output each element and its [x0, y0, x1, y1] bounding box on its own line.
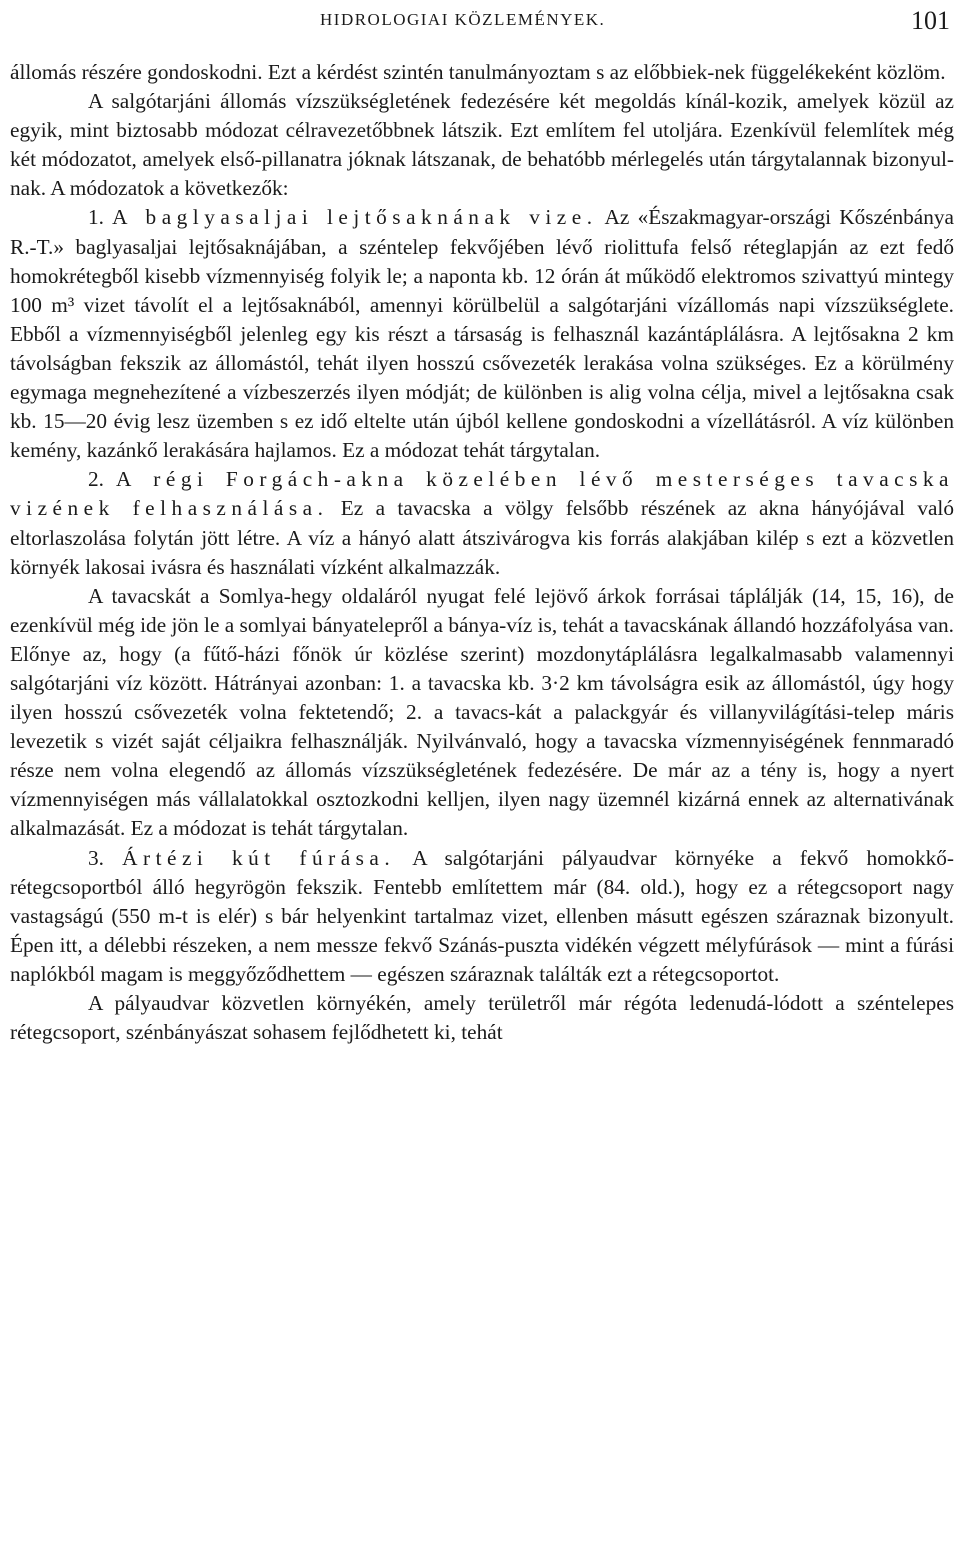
paragraph: A salgótarjáni állomás vízszükségletének fedezésére két megoldás kínál-kozik, amelyek közül az egyik, mint biztosabb módozat célravezetőbbnek látszik. Ezt említem fel utoljára. Ezenkívül felemlítek még két módozatot, amelyek első-pillanatra jóknak látszanak, de behatóbb mérlegelés után tárgytalannak bizonyul-nak. A módozatok a következők: — [10, 89, 954, 201]
item-text: A salgótarjáni pályaudvar környéke a fekvő homokkő-rétegcsoportból álló hegyrögön fekszik. Fentebb említettem már (84. old.), hogy ez a rétegcsoport nagy vastagságú (550 m-t is elér) s bár helyenkint tartalmaz vizet, ellenben másutt egészen száraznak bizonyult. Épen itt, a délebbi részeken, a nem messze fekvő Szánás-puszta vidékén végzett mélyfúrások — mint a fúrási naplókból magam is meggyőződhettem — egészen száraznak találták ezt a rétegcsoportot. — [10, 845, 954, 986]
item-heading: Ártézi kút fúrása. — [122, 845, 396, 870]
article-body — [10, 58, 954, 1047]
paragraph: A tavacskát a Somlya-hegy oldaláról nyugat felé lejövő árkok forrásai táplálják (14, 15, 16), de ezenkívül még ide jön le a somlyai bányatelepről a bánya-víz is, tehát a tavacskának állandó hozzáfolyása van. Előnye az, hogy (a fűtő-házi főnök úr közlése szerint) mozdonytáplálásra legalkalmasabb valamennyi salgótarjáni víz között. Hátrányai azonban: 1. a tavacska kb. 3·2 km távolságra esik az állomástól, úgy hogy ilyen hosszú csővezeték volna fektetendő; 2. a tavacs-kát a palackgyár és villanyvilágítási-telep máris levezetik s vizét saját céljaikra felhasználják. Nyilvánvaló, hogy a tavacska vízmennyiségének fennmaradó része nem volna elegendő az állomás vízszükségletének fedezésére. De már az a tény is, hogy a nyert vízmennyiségen más vállalatokkal osztozkodni kelljen, ilyen nagy üzemnél kizárná ennek az alternativának alkalmazását. Ez a módozat is tehát tárgytalan. — [10, 583, 954, 841]
item-heading: A régi Forgách-akna közelében lévő mesterséges tavacska vizének felhasználása. — [10, 467, 954, 521]
item-number: 2. — [88, 467, 104, 492]
paragraph-item-2 — [10, 465, 954, 581]
paragraph: A pályaudvar közvetlen környékén, amely területről már régóta ledenudá-lódott a széntelepes rétegcsoport, szénbányászat sohasem fejlődhetett ki, tehát — [10, 991, 954, 1045]
document-page — [10, 0, 954, 1547]
item-text: Ez a tavacska a völgy felsőbb részének az akna hányójával való eltorlaszolása folytán jött létre. A víz a hányó alatt átszivárogva kis forrás alakjában kilép s ezt a közvetlen környék lakosai ivásra és használati vízként alkalmazzák. — [10, 496, 954, 579]
journal-title: HIDROLOGIAI KÖZLEMÉNYEK. — [320, 10, 606, 29]
page-number: 101 — [911, 6, 950, 35]
item-text: Az «Északmagyar-országi Kőszénbánya R.-T.» baglyasaljai lejtősaknájában, a széntelep fekvőjében lévő riolittufa felső réteglapján az ezt fedő homokrétegből kisebb vízmennyiség folyik le; a naponta kb. 12 órán át működő elektromos szivattyú mintegy 100 m³ vizet távolít el a lejtősaknából, amennyi körülbelül a salgótarjáni vízállomás napi vízszükséglete. Ebből a vízmennyiségből jelenleg egy kis részt a társaság is felhasznál kazántáplálásra. A lejtősakna 2 km távolságban fekszik az állomástól, tehát ilyen hosszú csővezeték lerakása volna szükséges. Ez a körülmény egymaga megnehezítené a vízbeszerzés ilyen módját; de különben is alig volna célja, mivel a lejtősakna csak kb. 15—20 évig lesz üzemben s ez idő eltelte után újból kellene gondoskodni a vízellátásról. A víz különben kemény, kazánkő lerakására hajlamos. Ez a módozat tehát tárgytalan. — [10, 205, 954, 463]
item-heading: A baglyasaljai lejtősaknának vize. — [112, 205, 598, 230]
item-number: 1. — [88, 205, 104, 230]
paragraph-item-1 — [10, 203, 954, 465]
paragraph: állomás részére gondoskodni. Ezt a kérdést szintén tanulmányoztam s az előbbiek-nek függelékeként közlöm. — [10, 60, 946, 84]
paragraph-item-3 — [10, 844, 954, 989]
item-number: 3. — [88, 845, 104, 870]
page-header — [10, 6, 954, 42]
